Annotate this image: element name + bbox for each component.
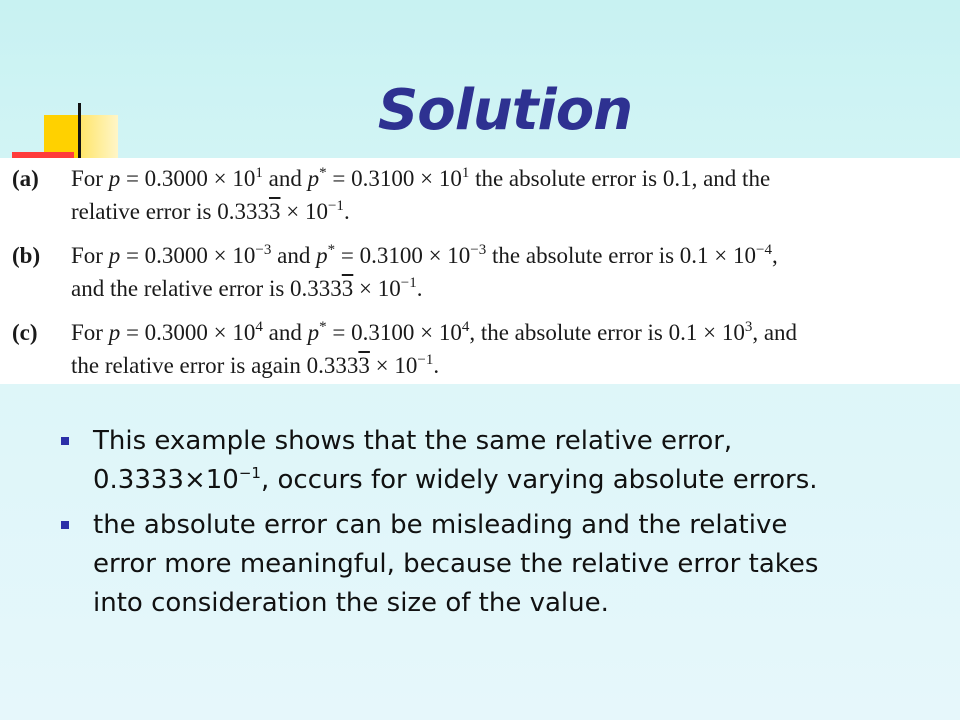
text-span: , the absolute error is 0.1 × 10 [469,320,745,345]
exponent: −1 [400,275,417,291]
text-span: = 0.3000 × 10 [120,320,256,345]
text-span: relative error is 0.333 [71,199,269,224]
bullet-line: into consideration the size of the value. [93,588,609,618]
repeating-digit: 3 [268,199,281,224]
solution-panel [0,158,960,384]
star-superscript: * [319,165,327,181]
text-span: × 10 [353,276,401,301]
exponent: 3 [744,319,753,335]
bullet-line: This example shows that the same relative error, [93,426,733,456]
text-span: the absolute error is 0.1 × 10 [486,243,757,268]
square-bullet-icon [61,521,69,529]
text-span: 0.3333×10 [93,465,239,495]
text-span: = 0.3000 × 10 [120,166,256,191]
text-span: the relative error is again 0.333 [71,353,359,378]
item-line-2 [71,272,423,305]
text-span: . [343,199,350,224]
exponent: −1 [327,198,344,214]
slide-title: Solution [377,78,633,143]
text-span: and [262,320,308,345]
item-line-2 [71,349,439,382]
variable-p-star: p [307,166,320,191]
repeating-digit: 3 [358,353,370,378]
variable-p: p [108,320,121,345]
text-span: For [71,243,109,268]
variable-p-star: p [316,243,328,268]
star-superscript: * [327,242,336,258]
exponent: −1 [417,352,434,368]
square-bullet-icon [61,437,69,445]
text-span: For [71,320,109,345]
text-span: , [771,243,778,268]
bullet-line: error more meaningful, because the relative error takes [93,549,819,579]
text-span: For [71,166,109,191]
exponent: 1 [461,165,470,181]
text-span: = 0.3000 × 10 [120,243,256,268]
item-label: (a) [12,166,39,191]
text-span: , and [752,320,798,345]
star-superscript: * [319,319,327,335]
bullet-line [93,461,923,500]
exponent: −3 [255,242,272,258]
text-span: = 0.3100 × 10 [335,243,471,268]
exponent: 4 [461,319,470,335]
variable-p: p [108,166,121,191]
exponent: 4 [255,319,263,335]
repeating-digit: 3 [341,276,354,301]
variable-p: p [108,243,121,268]
item-label: (b) [12,243,41,268]
item-line-2 [71,195,350,228]
item-line-1 [71,162,770,195]
text-span: and [271,243,317,268]
exponent: 1 [255,165,263,181]
item-line-1 [71,239,778,272]
bullet-text [93,422,923,500]
text-span: and [262,166,308,191]
bullet-line: the absolute error can be misleading and the relative [93,510,788,540]
text-span: = 0.3100 × 10 [326,166,462,191]
exponent: −3 [470,242,487,258]
exponent: −4 [756,242,772,258]
variable-p-star: p [307,320,320,345]
text-span: . [433,353,440,378]
text-span: . [416,276,423,301]
text-span: and the relative error is 0.333 [71,276,342,301]
bullet-text [93,506,923,623]
text-span: the absolute error is 0.1, and the [469,166,771,191]
text-span: , occurs for widely varying absolute errors. [260,465,818,495]
text-span: × 10 [369,353,418,378]
text-span: × 10 [280,199,328,224]
text-span: = 0.3100 × 10 [326,320,462,345]
item-line-1 [71,316,797,349]
exponent: −1 [238,464,261,482]
item-label: (c) [12,320,38,345]
